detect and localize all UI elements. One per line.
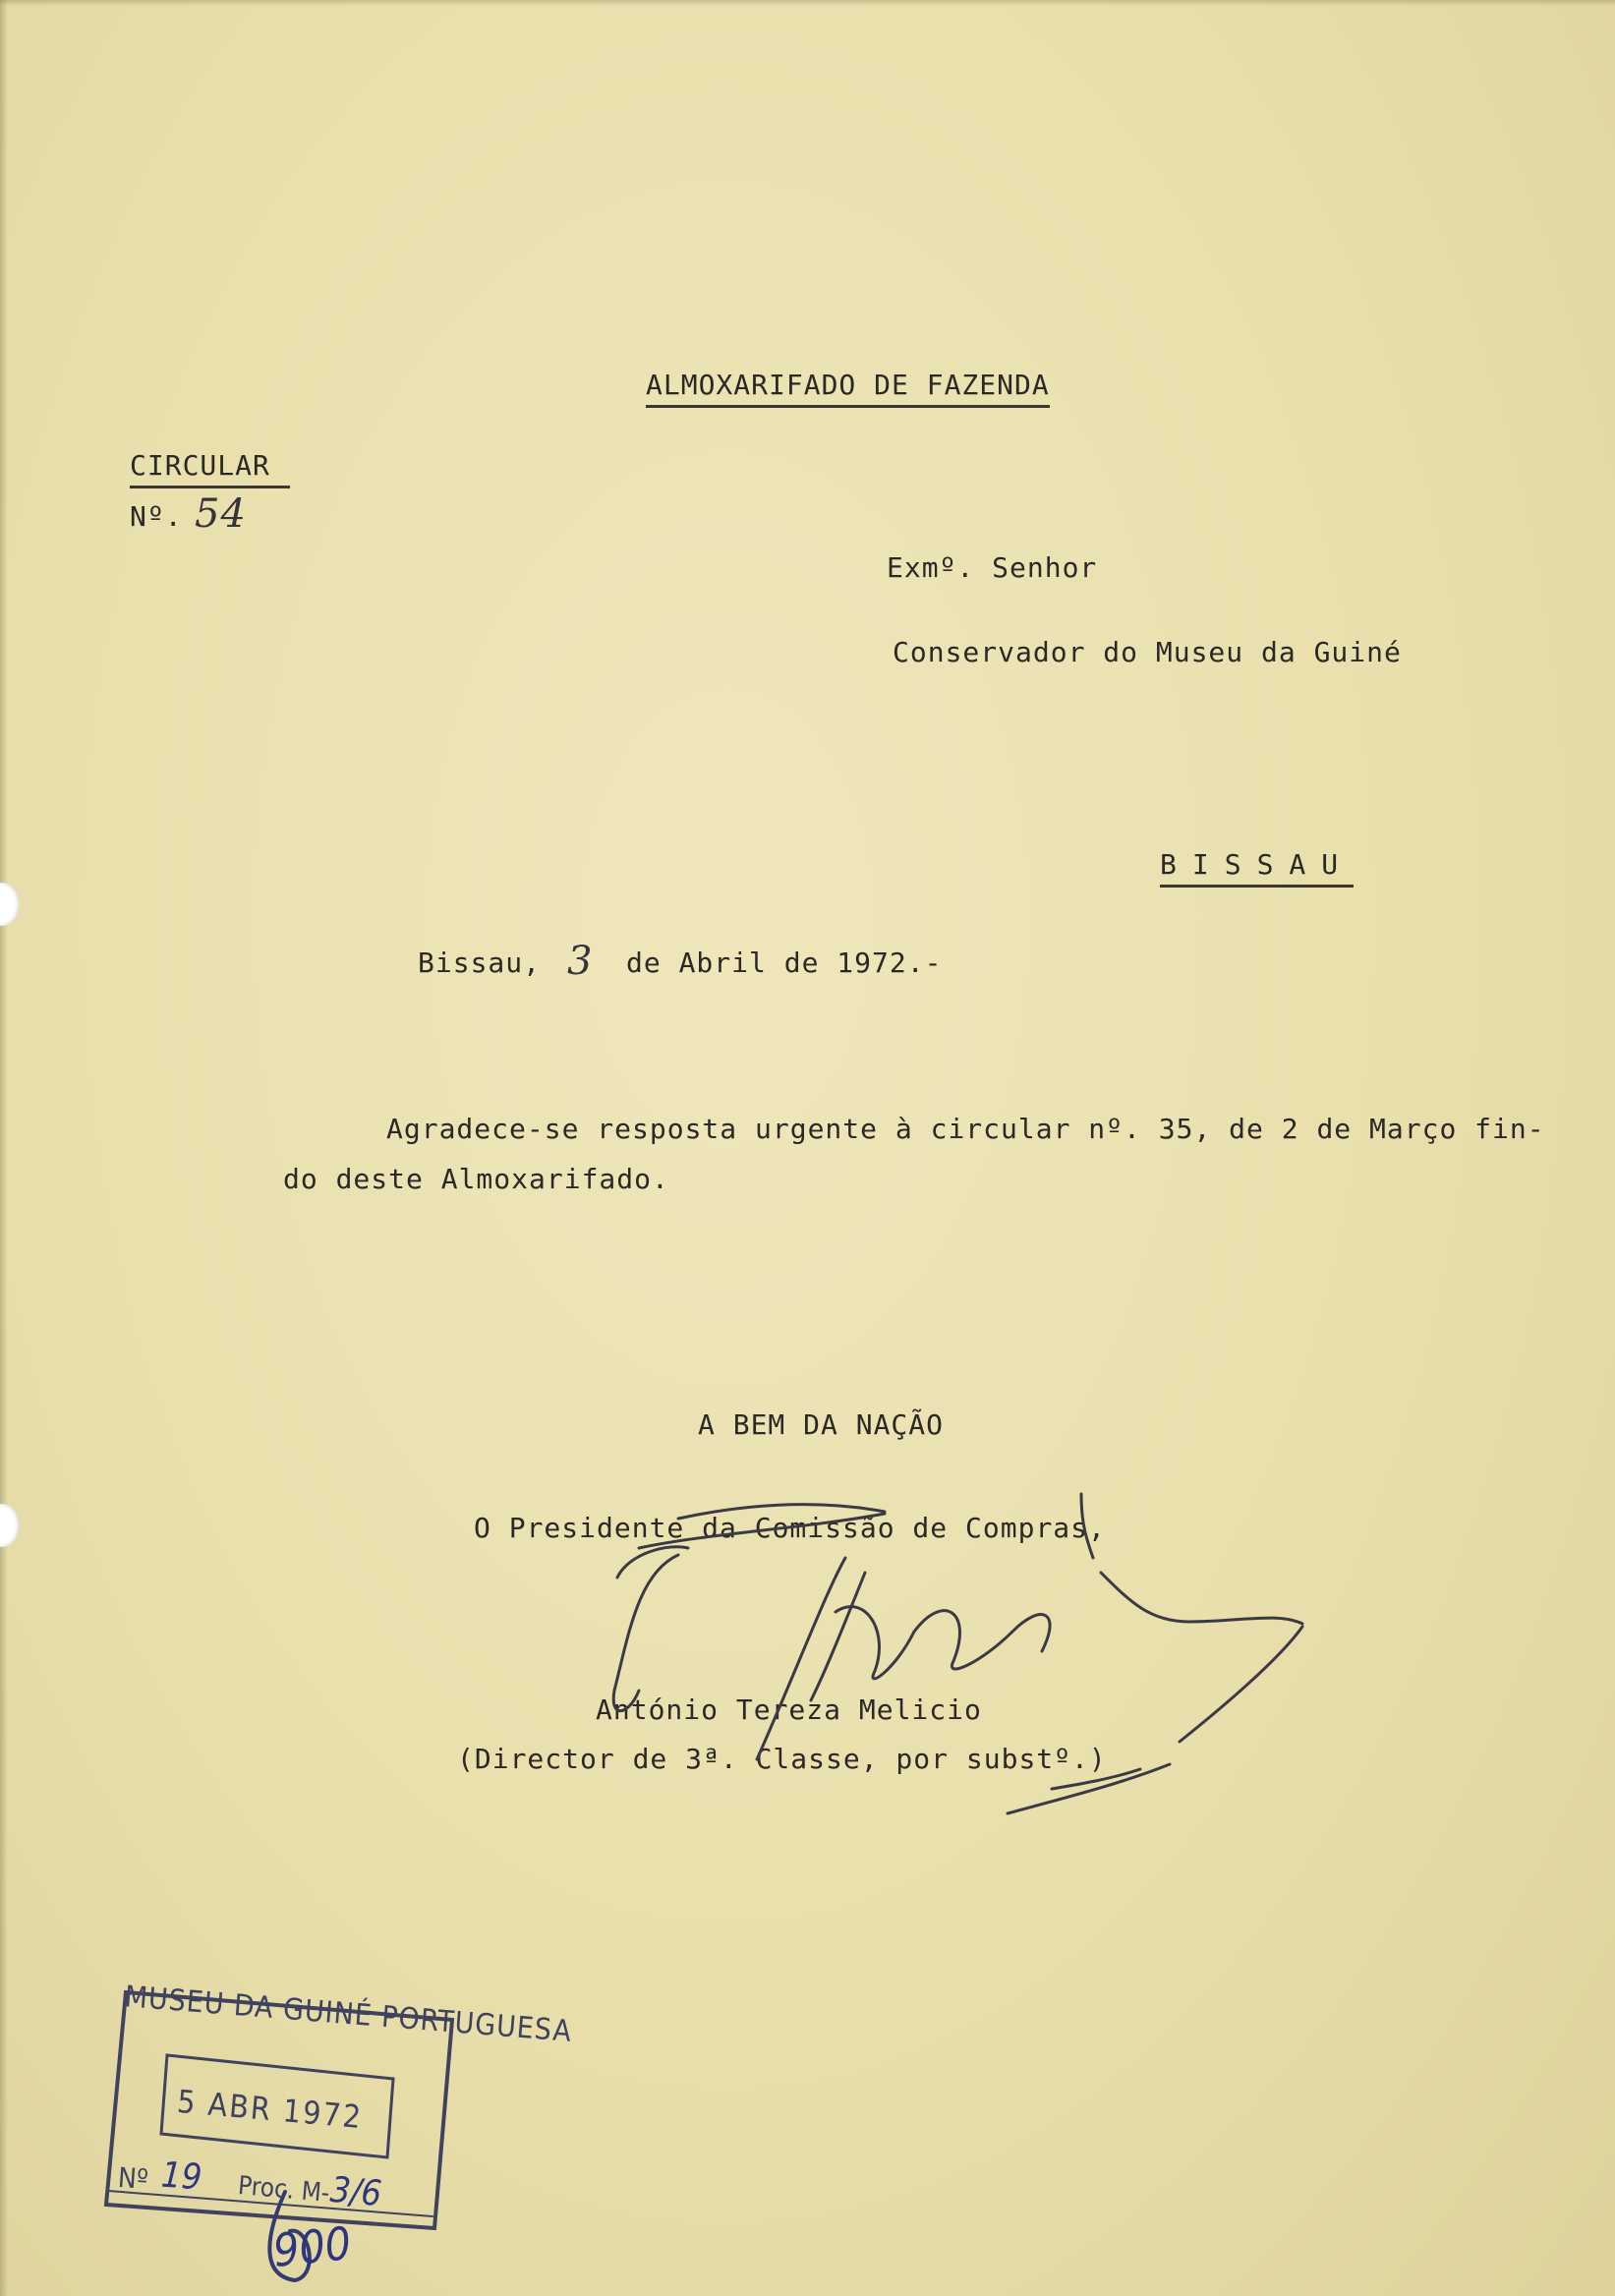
punch-hole-upper — [0, 883, 20, 926]
body-line-2: do deste Almoxarifado. — [283, 1163, 669, 1195]
signatory-role: O Presidente da Comissão de Compras, — [474, 1512, 1106, 1544]
date-day-handwritten: 3 — [567, 939, 594, 984]
circular-number-label: Nº. — [130, 500, 183, 533]
punch-hole-lower — [0, 1504, 20, 1547]
signatory-position: (Director de 3ª. Classe, por substº.) — [457, 1743, 1107, 1775]
date-suffix: de Abril de 1972.- — [626, 947, 943, 979]
signatory-name: António Tereza Melicio — [596, 1693, 982, 1726]
stamp-date: 5 ABR 1972 — [175, 2082, 365, 2137]
stamp-number-label: Nº — [116, 2160, 149, 2197]
body-line-1: Agradece-se resposta urgente à circular nº. 35, de 2 de Março fin- — [386, 1113, 1545, 1145]
page-top-shadow — [0, 0, 1615, 6]
addressee-city: BISSAU — [1160, 851, 1354, 888]
stamp-proc-label: Proc. M- — [236, 2170, 331, 2210]
museum-receipt-stamp — [98, 1980, 574, 2295]
stamp-number-handwritten: 19 — [159, 2154, 203, 2199]
department-heading: ALMOXARIFADO DE FAZENDA — [646, 372, 1050, 408]
addressee-title: Conservador do Museu da Guiné — [893, 636, 1402, 668]
salutation: Exmº. Senhor — [887, 551, 1098, 584]
stamp-proc-handwritten: 3/6 — [328, 2169, 383, 2215]
circular-label: CIRCULAR — [130, 452, 290, 488]
stamp-annotation-handwritten: 900 — [270, 2216, 354, 2277]
date-prefix: Bissau, — [418, 947, 542, 979]
stamp-museum-name: MUSEU DA GUINÉ PORTUGUESA — [123, 1980, 574, 2049]
motto: A BEM DA NAÇÃO — [698, 1408, 945, 1441]
page-edge-shadow — [0, 0, 8, 2296]
circular-number-handwritten: 54 — [195, 491, 247, 537]
